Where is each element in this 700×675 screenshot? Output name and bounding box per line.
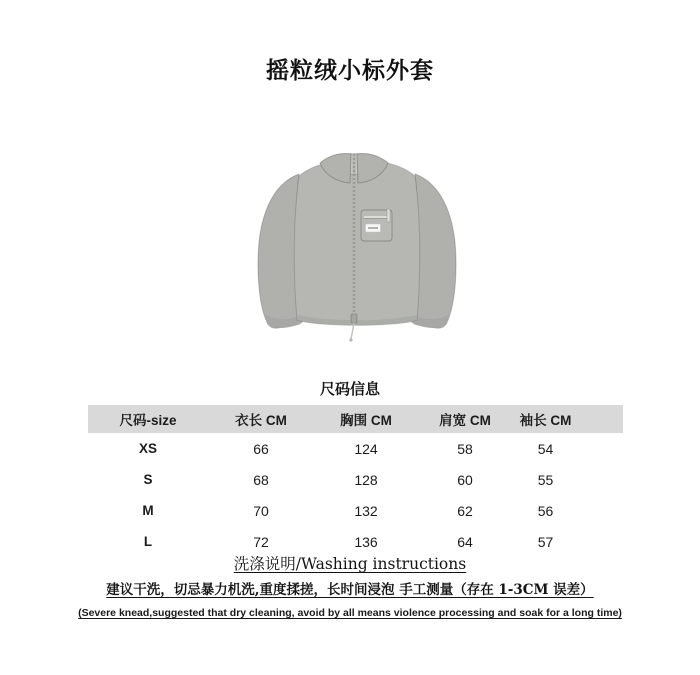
care-instructions-chinese: 建议干洗，切忌暴力机洗,重度揉搓，长时间浸泡 手工测量（存在 1-3CM 误差） (106, 582, 594, 598)
table-row-s (88, 464, 623, 495)
sleeve-value: 57 (537, 533, 554, 550)
table-row-m (88, 495, 623, 526)
bust-value: 132 (354, 502, 378, 519)
size-value: S (143, 472, 153, 487)
size-value: L (143, 534, 153, 549)
size-value: M (142, 503, 154, 518)
jacket-pocket-zipper-pull (387, 209, 390, 222)
size-value: XS (138, 441, 157, 456)
sleeve-value: 55 (537, 471, 554, 488)
shoulder-value: 62 (457, 502, 473, 519)
shoulder-value: 58 (457, 440, 473, 457)
shoulder-value: 60 (457, 471, 473, 488)
length-value: 72 (253, 533, 269, 550)
brand-label-text-line (368, 227, 378, 229)
bust-value: 128 (354, 471, 378, 488)
jacket-zipper-cord-tip (349, 338, 352, 341)
bust-value: 124 (354, 440, 378, 457)
sleeve-value: 54 (537, 440, 554, 457)
column-header-shoulder: 肩宽 CM (418, 405, 512, 433)
length-value: 66 (253, 440, 269, 457)
jacket-zipper-slider (351, 314, 357, 323)
page-title: 摇粒绒小标外套 (266, 57, 434, 84)
bust-value: 136 (354, 533, 378, 550)
size-table-header-row (88, 405, 623, 433)
size-info-heading: 尺码信息 (319, 380, 380, 398)
column-header-bust: 胸围 CM (314, 405, 418, 433)
product-image (251, 150, 463, 344)
size-table (88, 405, 623, 557)
washing-instructions-heading: 洗涤说明/Washing instructions (233, 555, 467, 573)
table-row-l (88, 526, 623, 557)
sleeve-value: 56 (537, 502, 554, 519)
jacket-illustration (251, 150, 463, 344)
length-value: 68 (253, 471, 269, 488)
column-header-size: 尺码-size (88, 405, 208, 433)
shoulder-value: 64 (457, 533, 473, 550)
column-header-sleeve: 袖长 CM (512, 405, 623, 433)
length-value: 70 (253, 502, 269, 519)
column-header-length: 衣长 CM (208, 405, 314, 433)
table-row-xs (88, 433, 623, 464)
care-instructions-english: (Severe knead,suggested that dry cleaning, avoid by all means violence processing and soak for a long time) (78, 607, 622, 619)
jacket-body (294, 160, 420, 325)
